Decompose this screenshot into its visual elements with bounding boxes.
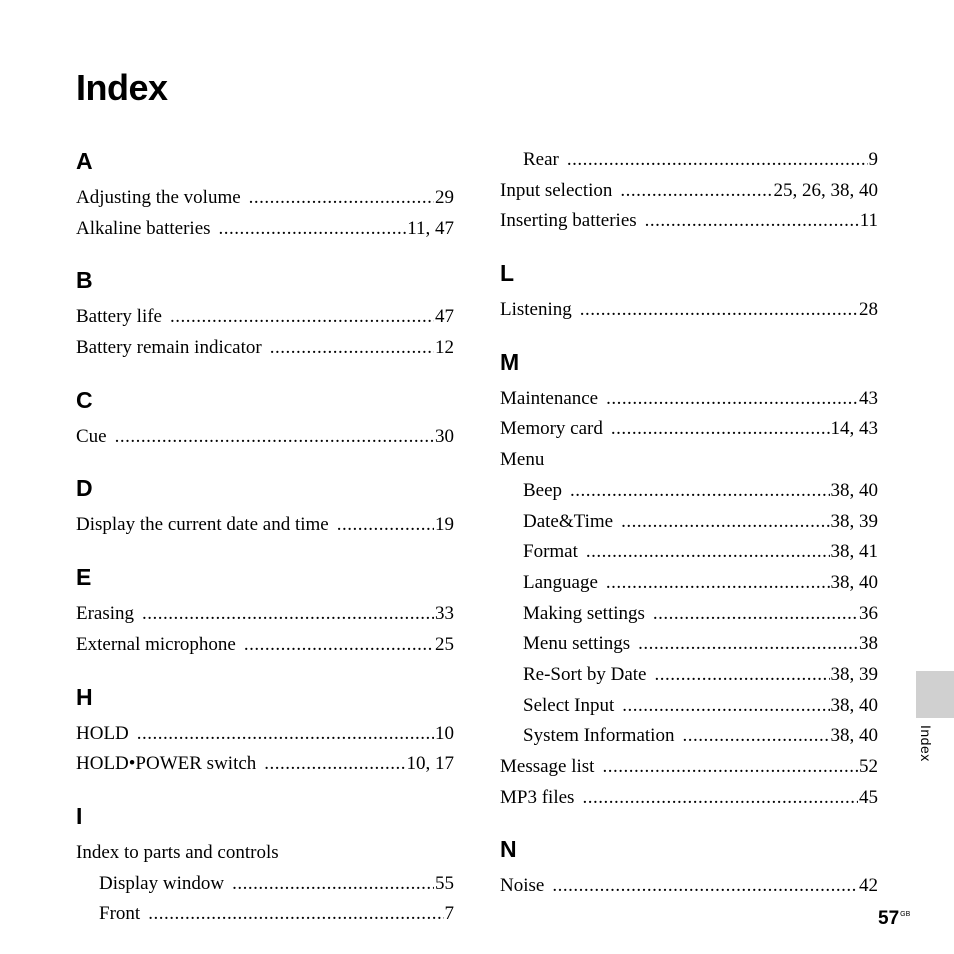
entry-term: Display the current date and time [76,514,329,536]
dot-leader [337,510,434,541]
dot-leader [148,899,443,930]
index-entry [76,214,454,245]
index-subentry [500,145,878,176]
entry-term: Date&Time [523,510,614,532]
entry-term: Beep [523,479,563,501]
index-subentry [500,476,878,507]
entry-pages: 7 [444,903,454,925]
index-entry [76,302,454,333]
dot-leader [142,599,434,630]
entry-pages: 43 [859,387,878,409]
entry-pages: 10, 17 [406,753,454,775]
section-letter: B [76,267,93,294]
dot-leader [638,629,858,660]
entry-term: Select Input [523,694,615,716]
section-letter: H [76,683,93,710]
index-entry [76,599,454,630]
entry-term: Erasing [76,603,135,625]
index-entry [500,206,878,237]
index-subentry [500,507,878,538]
side-index-tab [916,671,954,718]
index-entry [76,749,454,780]
index-entry [500,783,878,814]
page-number-suffix: GB [900,911,911,918]
entry-term: Menu settings [523,633,631,655]
section-letter: L [500,260,515,287]
dot-leader [264,749,405,780]
dot-leader [620,176,772,207]
entry-term: Display window [99,872,225,894]
index-entry [500,384,878,415]
entry-term: Message list [500,756,595,777]
entry-term: Making settings [523,602,645,624]
entry-pages: 11, 47 [407,217,454,239]
dot-leader [137,719,434,750]
dot-leader [580,295,858,326]
index-subentry [500,537,878,568]
index-entry [76,838,454,869]
entry-pages: 42 [859,875,878,897]
index-subentry [76,899,454,930]
dot-leader [170,302,434,333]
dot-leader [586,537,830,568]
entry-pages: 12 [435,337,454,359]
index-entry [500,414,878,445]
index-subentry [500,691,878,722]
page-number-value: 57 [878,908,900,929]
section-letter: E [76,564,92,591]
entry-pages: 9 [868,149,878,170]
entry-term: Listening [500,299,572,321]
entry-pages: 19 [435,514,454,536]
side-tab-label: Index [918,725,934,762]
index-subentry [76,869,454,900]
index-subentry [500,629,878,660]
dot-leader [270,333,434,364]
index-subentry [500,568,878,599]
index-entry [500,871,878,902]
entry-term: Alkaline batteries [76,217,211,239]
dot-leader [115,422,434,453]
entry-term: Cue [76,425,107,447]
entry-term: Noise [500,875,545,897]
entry-term: MP3 files [500,786,575,808]
dot-leader [567,145,868,176]
dot-leader [682,721,829,752]
dot-leader [606,384,858,415]
dot-leader [249,183,434,214]
index-entry [76,183,454,214]
dot-leader [602,752,858,783]
entry-pages: 52 [859,756,878,777]
index-subentry [500,660,878,691]
entry-pages: 36 [859,602,878,624]
entry-pages: 38, 40 [830,725,878,747]
entry-pages: 14, 43 [830,418,878,440]
dot-leader [552,871,858,902]
index-entry [500,445,878,476]
entry-term: Index to parts and controls [76,841,279,863]
entry-pages: 29 [435,187,454,208]
entry-term: Inserting batteries [500,210,637,232]
section-letter: D [76,475,93,502]
entry-pages: 11 [859,210,878,232]
entry-term: Rear [523,149,559,170]
section-letter: N [500,836,517,863]
entry-pages: 28 [859,299,878,321]
section-letter: A [76,148,93,174]
dot-leader [582,783,858,814]
entry-term: Format [523,541,578,563]
entry-pages: 33 [435,603,454,625]
dot-leader [219,214,407,245]
entry-pages: 38, 41 [830,541,878,563]
entry-pages: 25 [435,633,454,655]
dot-leader [645,206,859,237]
dot-leader [611,414,830,445]
entry-term: Memory card [500,418,603,440]
index-entry [76,719,454,750]
dot-leader [654,660,829,691]
entry-term: Language [523,571,598,593]
entry-pages: 38, 40 [830,479,878,501]
index-column-left [76,148,454,930]
entry-pages: 55 [435,872,454,894]
index-entry [500,295,878,326]
section-letter: C [76,386,93,413]
index-subentry [500,721,878,752]
entry-term: Battery remain indicator [76,337,262,359]
index-column-right [500,145,878,902]
dot-leader [621,507,829,538]
page-number [878,908,909,930]
entry-pages: 10 [435,722,454,744]
dot-leader [232,869,434,900]
entry-pages: 47 [435,306,454,328]
entry-term: Battery life [76,306,162,328]
entry-pages: 38, 40 [830,694,878,716]
index-entry [500,752,878,783]
index-entry [76,333,454,364]
entry-pages: 38, 39 [830,663,878,685]
index-subentry [500,599,878,630]
entry-term: Input selection [500,179,613,201]
dot-leader [622,691,829,722]
page-title: Index [76,67,168,108]
index-entry [76,422,454,453]
entry-term: HOLD [76,722,129,744]
entry-term: HOLD•POWER switch [76,753,257,775]
index-entry [500,176,878,207]
dot-leader [570,476,829,507]
entry-term: System Information [523,725,675,747]
entry-term: Re-Sort by Date [523,663,647,685]
dot-leader [606,568,830,599]
entry-pages: 38, 40 [830,571,878,593]
entry-pages: 30 [435,425,454,447]
entry-term: Front [99,903,141,925]
entry-pages: 45 [859,786,878,808]
dot-leader [244,630,434,661]
entry-term: External microphone [76,633,236,655]
index-entry [76,510,454,541]
entry-pages: 38, 39 [830,510,878,532]
dot-leader [653,599,858,630]
entry-term: Menu [500,449,545,471]
section-letter: I [76,802,83,829]
entry-term: Adjusting the volume [76,187,241,208]
entry-term: Maintenance [500,387,599,409]
entry-pages: 38 [859,633,878,655]
index-entry [76,630,454,661]
section-letter: M [500,348,520,375]
entry-pages: 25, 26, 38, 40 [773,179,878,201]
